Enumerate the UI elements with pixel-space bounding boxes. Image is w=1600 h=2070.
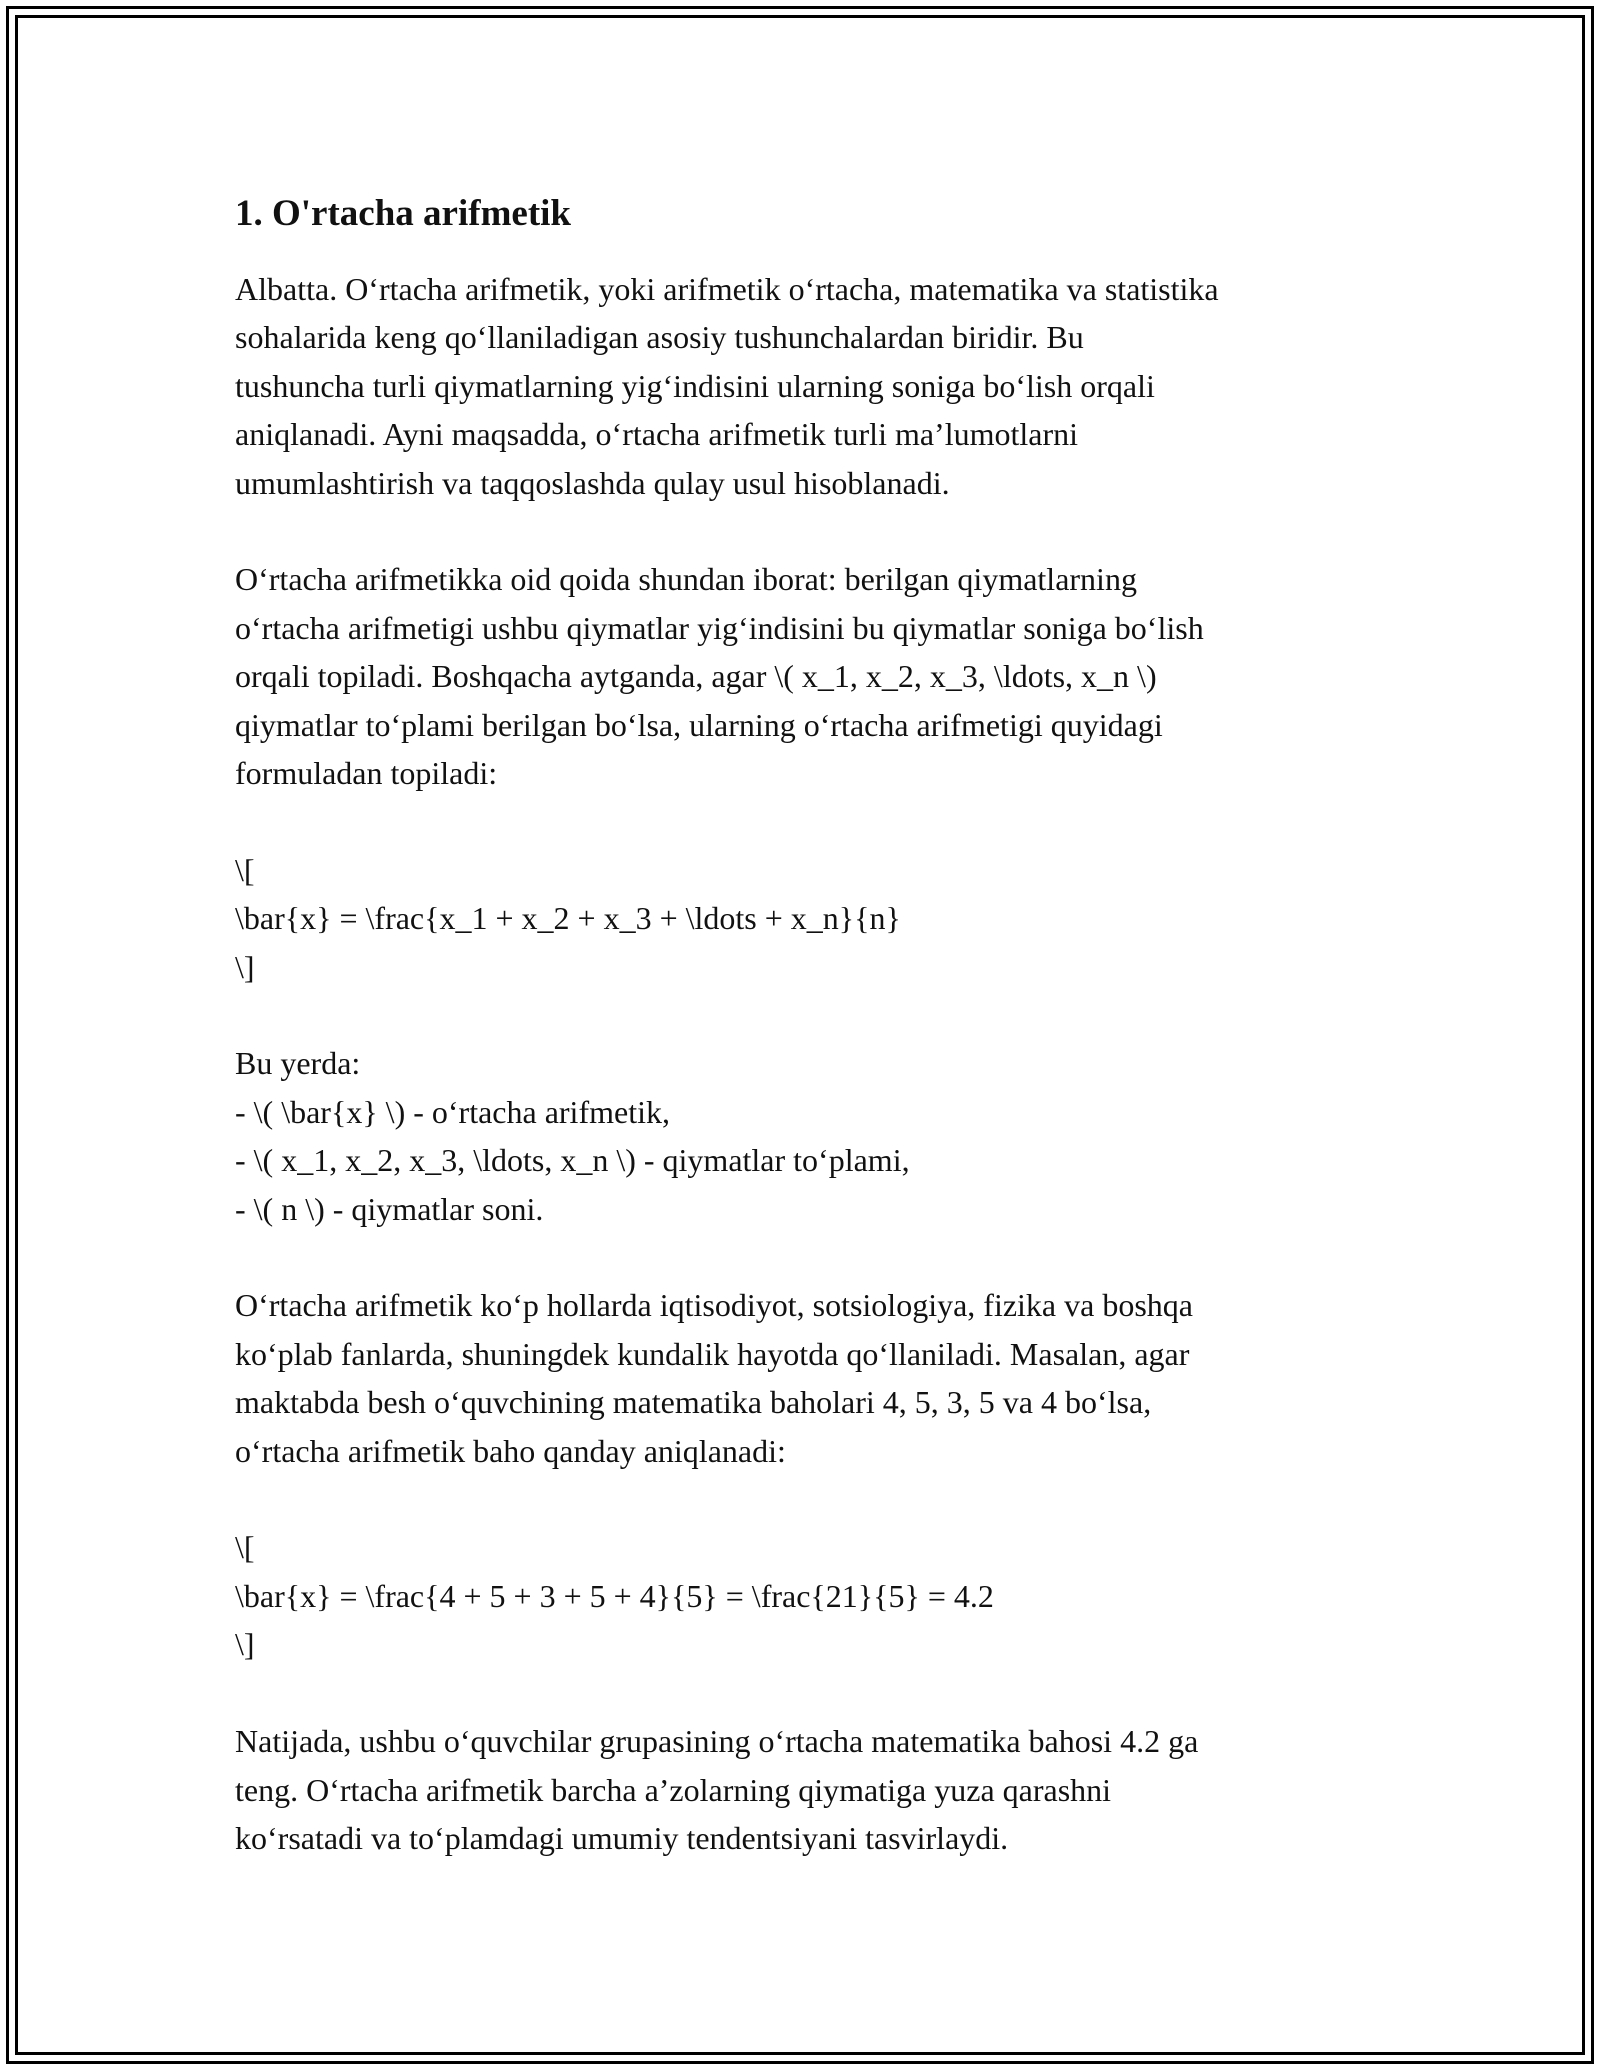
- paragraph-gap: [235, 1669, 1375, 1717]
- paragraph-intro: Albatta. Oʻrtacha arifmetik, yoki arifmetik oʻrtacha, matematika va statistika sohalarida keng qoʻllaniladigan asosiy tushunchalardan biridir. Bu tushuncha turli qiymatlarning yigʻindisini ularning soniga boʻlish orqali aniqlanadi. Ayni maqsadda, oʻrtacha arifmetik turli maʼlumotlarni umumlashtirish va taqqoslashda qulay usul hisoblanadi.: [235, 271, 1219, 501]
- paragraph-gap: [235, 797, 1375, 845]
- formula-general: \[ \bar{x} = \frac{x_1 + x_2 + x_3 + \ldots + x_n}{n} \]: [235, 851, 901, 985]
- paragraph-rule: Oʻrtacha arifmetikka oid qoida shundan iborat: berilgan qiymatlarning oʻrtacha arifmetigi ushbu qiymatlar yigʻindisini bu qiymatlar soniga boʻlish orqali topiladi. Boshqacha aytganda, agar \( x_1, x_2, x_3, \ldots, x_n \) qiymatlar toʻplami berilgan boʻlsa, ularning oʻrtacha arifmetigi quyidagi formuladan topiladi:: [235, 561, 1204, 792]
- paragraph-gap: [235, 1233, 1375, 1281]
- paragraph-definitions: Bu yerda: - \( \bar{x} \) - oʻrtacha arifmetik, - \( x_1, x_2, x_3, \ldots, x_n \) - qiymatlar toʻplami, - \( n \) - qiymatlar soni.: [235, 1045, 910, 1227]
- document-body: [235, 186, 1375, 1862]
- paragraph-conclusion: Natijada, ushbu oʻquvchilar grupasining oʻrtacha matematika bahosi 4.2 ga teng. Oʻrtacha arifmetik barcha aʼzolarning qiymatiga yuza qarashni koʻrsatadi va toʻplamdagi umumiy tendentsiyani tasvirlaydi.: [235, 1723, 1199, 1856]
- formula-example: \[ \bar{x} = \frac{4 + 5 + 3 + 5 + 4}{5} = \frac{21}{5} = 4.2 \]: [235, 1529, 994, 1663]
- section-heading: 1. O'rtacha arifmetik: [235, 193, 571, 234]
- paragraph-gap: [235, 507, 1375, 555]
- paragraph-gap: [235, 1475, 1375, 1523]
- paragraph-example: Oʻrtacha arifmetik koʻp hollarda iqtisodiyot, sotsiologiya, fizika va boshqa koʻplab fanlarda, shuningdek kundalik hayotda qoʻllaniladi. Masalan, agar maktabda besh oʻquvchining matematika baholari 4, 5, 3, 5 va 4 boʻlsa, oʻrtacha arifmetik baho qanday aniqlanadi:: [235, 1287, 1193, 1469]
- paragraph-gap: [235, 991, 1375, 1039]
